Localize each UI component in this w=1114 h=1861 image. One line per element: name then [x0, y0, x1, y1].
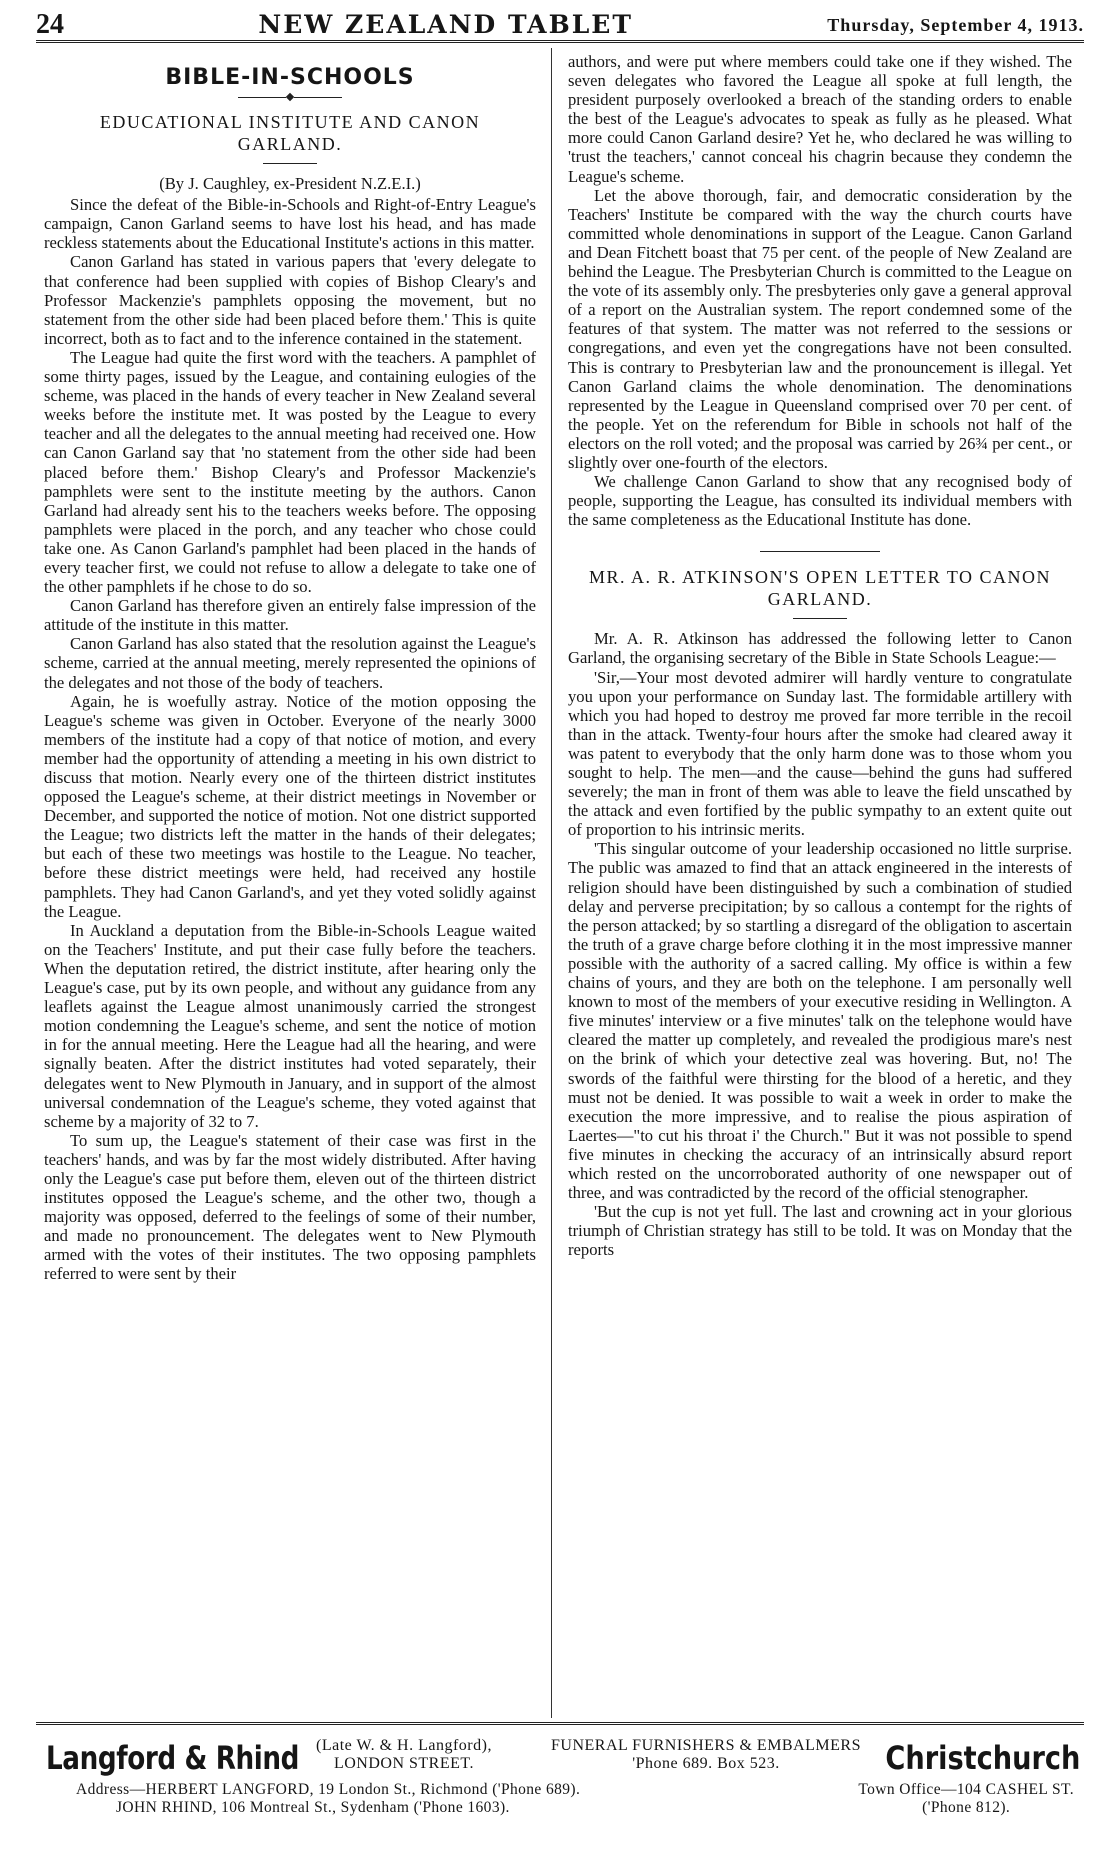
section-title: BIBLE-IN-SCHOOLS	[165, 65, 415, 90]
title-ornament	[44, 91, 536, 101]
ad-late-line: LONDON STREET.	[333, 1755, 474, 1772]
paragraph: We challenge Canon Garland to show that any recognised body of people, supporting the League, has consulted its individual members with the same completeness as the Educational Institute has done.	[568, 472, 1072, 530]
ad-funeral-line: FUNERAL FURNISHERS & EMBALMERS	[550, 1737, 861, 1754]
paragraph: authors, and were put where members could take one if they wished. The seven delegates who favored the League all spoke at full length, the president purposely overlooked a breach of the standing orders to enable the best of the League's advocates to speak as fully as he pleased. What more could Canon Garland desire? Yet he, who declared he was willing to 'trust the teachers,' cannot conceal his chagrin because they condemn the League's scheme.	[568, 52, 1072, 186]
paragraph: 'Sir,—Your most devoted admirer will hardly venture to congratulate you upon your performance on Sunday last. The formidable artillery with which you had hoped to destroy me proved far more terrible in the recoil than in the attack. Twenty-four hours after the smoke had cleared away it was patent to everybody that the only harm done was to those whom you sought to help. The men—and the cause—behind the guns had suffered severely; the man in front of them was able to leave the field unscathed by the attack and even fortified by the public sympathy to an extent quite out of proportion to his intrinsic merits.	[568, 667, 1072, 840]
divider	[760, 551, 880, 552]
advertisement	[36, 1722, 1084, 1855]
masthead	[36, 2, 1084, 43]
paragraph: 'But the cup is not yet full. The last and crowning act in your glorious triumph of Christian strategy has still to be told. It was on Monday that the reports	[568, 1202, 1072, 1260]
ad-address-line: JOHN RHIND, 106 Montreal St., Sydenham ('Phone 1603).	[116, 1799, 510, 1816]
column-rule	[551, 48, 552, 1718]
paragraph: Canon Garland has therefore given an entirely false impression of the attitude of the institute in this matter.	[44, 596, 536, 635]
ad-office-line: ('Phone 812).	[922, 1799, 1011, 1816]
paragraph: To sum up, the League's statement of their case was first in the teachers' hands, and was by far the most widely distributed. After having only the League's case put before them, eleven out of the thirteen district institutes opposed the League's scheme, and the other two, though a majority was opposed, deferred to the feelings of some of their number, and made no pronouncement. The delegates went to New Plymouth armed with the votes of their institutes. The two opposing pamphlets referred to were sent by their	[44, 1130, 536, 1284]
ad-late-line: (Late W. & H. Langford),	[316, 1737, 492, 1754]
ad-office-line: Town Office—104 CASHEL ST.	[858, 1781, 1074, 1798]
right-column	[568, 52, 1072, 1717]
paragraph: The League had quite the first word with the teachers. A pamphlet of some thirty pages, issued by the League, and containing eulogies of the scheme, was placed in the hands of every teacher in New Zealand several weeks before the institute met. It was posted by the League to every teacher and all the delegates to the annual meeting had received one. How can Canon Garland say that 'no statement from the other side had been placed before them.' Bishop Cleary's and Professor Mackenzie's pamphlets were sent to the institute meeting by the authors. Canon Garland had already sent his to the teachers weeks before. The opposing pamphlets were placed in the porch, and any teacher who chose could take one. As Canon Garland's pamphlet had been placed in the hands of every teacher first, we could not refuse to allow a delegate to take one of the other pamphlets if he chose to do so.	[44, 347, 536, 597]
paragraph: 'This singular outcome of your leadership occasioned no little surprise. The public was amazed to find that an attack engineered in the interests of religion should have been distinguished by such a combination of studied delay and perverse precipitation; by so callous a contempt for the rights of the person attacked; by so startling a disregard of the obligation to ascertain the truth of a grave charge before clothing it in the most impressive manner possible with the authority of a sacred calling. My office is within a few chains of yours, and they are both on the telephone. I am personally well known to most of the members of your executive residing in Wellington. A five minutes' interview or a five minutes' talk on the telephone would have cleared the matter up completely, and revealed the prodigious mare's nest on the brink of which your detective zeal was hovering. But, no! The swords of the faithful were thirsting for the blood of a heretic, and they must not be denied. It was possible to wait a week in order to make the execution the more impressive, and to realise the pious aspiration of Laertes—"to cut his throat i' the Church." But it was not possible to spend five minutes in checking the accuracy of an intrinsically absurd report which rested on the uncorroborated authority of one newspaper out of three, and was contradicted by the record of the official stenographer.	[568, 839, 1072, 1203]
paragraph: Let the above thorough, fair, and democratic consideration by the Teachers' Institute be compared with the way the church courts have committed whole denominations in support of the League. Canon Garland and Dean Fitchett boast that 75 per cent. of the people of New Zealand are behind the League. The Presbyterian Church is committed to the League on the vote of its assembly only. The presbyteries only gave a general approval of a report on the Australian system. The report condemned some of the features of that system. The matter was not referred to the sessions or congregations, and even yet the congregations have not been consulted. This is contrary to Presbyterian law and the pronouncement is illegal. Yet Canon Garland claims the whole denomination. The denominations represented by the League in Queensland comprised over 70 per cent. of the people. Yet on the referendum for Bible in schools not half of the electors on the roll voted; and the proposal was carried by 26¾ per cent., or slightly over one-fourth of the electors.	[568, 185, 1072, 472]
issue-date: Thursday, September 4, 1913.	[827, 15, 1084, 35]
paragraph: Since the defeat of the Bible-in-Schools and Right-of-Entry League's campaign, Canon Garland seems to have lost his head, and has made reckless statements about the Educational Institute's actions in this matter.	[44, 195, 536, 253]
letter-title: MR. A. R. ATKINSON'S OPEN LETTER TO CANON GARLAND.	[588, 567, 1052, 610]
page-number: 24	[36, 9, 64, 40]
byline: (By J. Caughley, ex-President N.Z.E.I.)	[159, 174, 421, 194]
ad-town-office	[858, 1781, 1074, 1817]
paragraph: Again, he is woefully astray. Notice of the motion opposing the League's scheme was given in October. Everyone of the nearly 3000 members of the institute had a copy of that notice of motion, and every member had the opportunity of attending a meeting in his own district to discuss that motion. Nearly every one of the thirteen district institutes opposed the League's scheme, at their district meetings in November or December, and supported the notice of motion. Not one district supported the League; two districts left the matter in the hands of their delegates; but each of these two meetings was hostile to the League. No teacher, before these district meetings were held, had received any hostile pamphlets. They had Canon Garland's, and yet they voted solidly against the League.	[44, 691, 536, 921]
ad-phone-line: 'Phone 689. Box 523.	[632, 1755, 780, 1772]
divider	[793, 618, 847, 619]
paragraph: Canon Garland has stated in various papers that 'every delegate to that conference had been supplied with copies of Bishop Cleary's and Professor Mackenzie's pamphlets opposing the movement, but no statement from the other side had been placed before them.' This is quite incorrect, both as to fact and to the inference contained in the statement.	[44, 252, 536, 348]
ad-brand: Langford & Rhind	[46, 1739, 299, 1777]
paragraph: Mr. A. R. Atkinson has addressed the following letter to Canon Garland, the organising secretary of the Bible in State Schools League:—	[568, 629, 1072, 668]
paragraph: In Auckland a deputation from the Bible-in-Schools League waited on the Teachers' Institute, and put their case fully before the teachers. When the deputation retired, the district institute, after hearing only the League's case, put by its own people, and without any guidance from any leaflets against the League almost unanimously carried the strongest motion condemning the League's scheme, and sent the notice of motion in for the annual meeting. Here the League had all the hearing, and were signally beaten. After the district institutes had voted separately, their delegates went to New Plymouth in January, and in support of the almost universal condemnation of the League's scheme, they voted against that scheme by a majority of 32 to 7.	[44, 920, 536, 1131]
article-subtitle: EDUCATIONAL INSTITUTE AND CANON GARLAND.	[99, 112, 481, 155]
divider	[263, 163, 317, 164]
paragraph: Canon Garland has also stated that the resolution against the League's scheme, carried at the annual meeting, merely represented the opinions of the delegates and not those of the body of teachers.	[44, 634, 536, 692]
left-column	[44, 52, 536, 1717]
ad-funeral-info	[516, 1737, 896, 1773]
publication-title: NEW ZEALAND TABLET	[258, 10, 633, 39]
ad-late-info	[316, 1737, 492, 1773]
ad-address-line: Address—HERBERT LANGFORD, 19 London St., Richmond ('Phone 689).	[76, 1781, 581, 1798]
ad-address	[76, 1781, 580, 1817]
ad-city: Christchurch	[884, 1739, 1080, 1777]
